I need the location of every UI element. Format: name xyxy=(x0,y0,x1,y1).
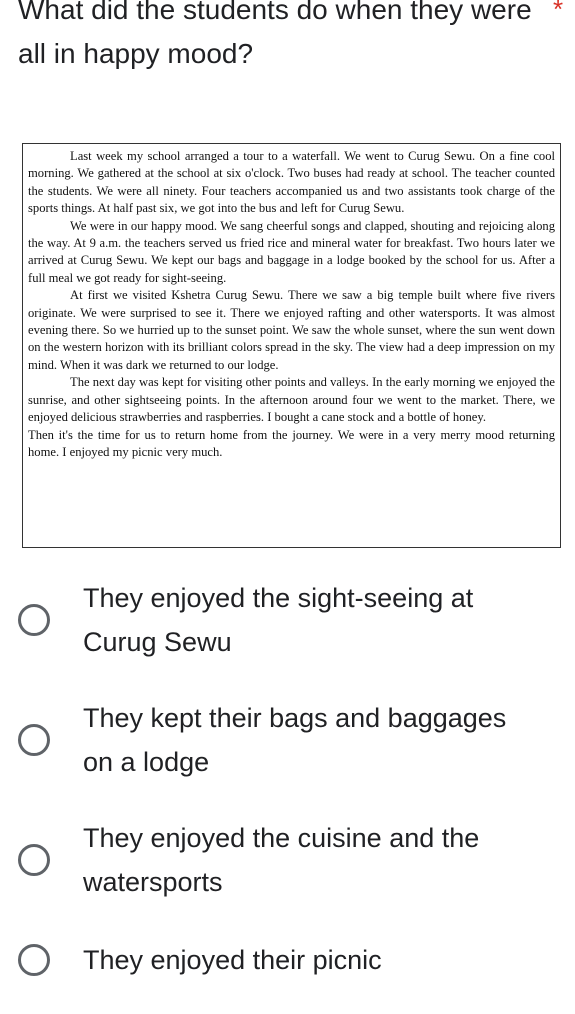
passage-paragraph-5: Then it's the time for us to return home from the journey. We were in a very merry mood returning home. I enjoyed my picnic very much. xyxy=(28,427,555,459)
reading-passage xyxy=(22,143,561,548)
radio-button-icon[interactable] xyxy=(18,944,50,976)
option-2[interactable] xyxy=(18,696,558,784)
required-asterisk: * xyxy=(553,0,564,24)
option-2-label[interactable]: They kept their bags and baggages on a lodge xyxy=(83,703,507,777)
question-title: What did the students do when they were all in happy mood? xyxy=(18,0,532,69)
passage-paragraph-2: We were in our happy mood. We sang cheerful songs and clapped, shouting and rejoicing along the way. At 9 a.m. the teachers served us fried rice and mineral water for breakfast. Two hours later we arrived at Curug Sewu. We kept our bags and baggage in a lodge booked by the school for us. After a full meal we got ready for sight-seeing. xyxy=(28,218,555,285)
passage-paragraph-3: At first we visited Kshetra Curug Sewu. There we saw a big temple built where five rivers originate. We were surprised to see it. There we enjoyed rafting and other watersports. It was almost evening there. So we hurried up to the sunset point. We saw the whole sunset, where the sun went down on the western horizon with its brilliant colors spread in the sky. The view had a deep impression on my mind. When it was dark we returned to our lodge. xyxy=(28,288,555,372)
option-4-label[interactable]: They enjoyed their picnic xyxy=(83,945,382,975)
passage-paragraph-4: The next day was kept for visiting other points and valleys. In the early morning we enjoyed the sunrise, and other sightseeing points. In the afternoon around four we went to the market. There, we enjoyed delicious strawberries and raspberries. I bought a cane stock and a bottle of honey. xyxy=(28,375,555,425)
option-4[interactable] xyxy=(18,938,558,982)
radio-button-icon[interactable] xyxy=(18,844,50,876)
option-3[interactable] xyxy=(18,816,558,904)
radio-button-icon[interactable] xyxy=(18,604,50,636)
radio-button-icon[interactable] xyxy=(18,724,50,756)
option-1[interactable] xyxy=(18,576,558,664)
passage-paragraph-1: Last week my school arranged a tour to a waterfall. We went to Curug Sewu. On a fine cool morning. We gathered at the school at six o'clock. Two buses had ready at school. The teacher counted the students. We were all ninety. Four teachers accompanied us and two assistants took charge of the sports things. At half past six, we got into the bus and left for Curug Sewu. xyxy=(28,149,555,216)
option-1-label[interactable]: They enjoyed the sight-seeing at Curug Sewu xyxy=(83,583,474,657)
option-3-label[interactable]: They enjoyed the cuisine and the watersports xyxy=(83,823,480,897)
